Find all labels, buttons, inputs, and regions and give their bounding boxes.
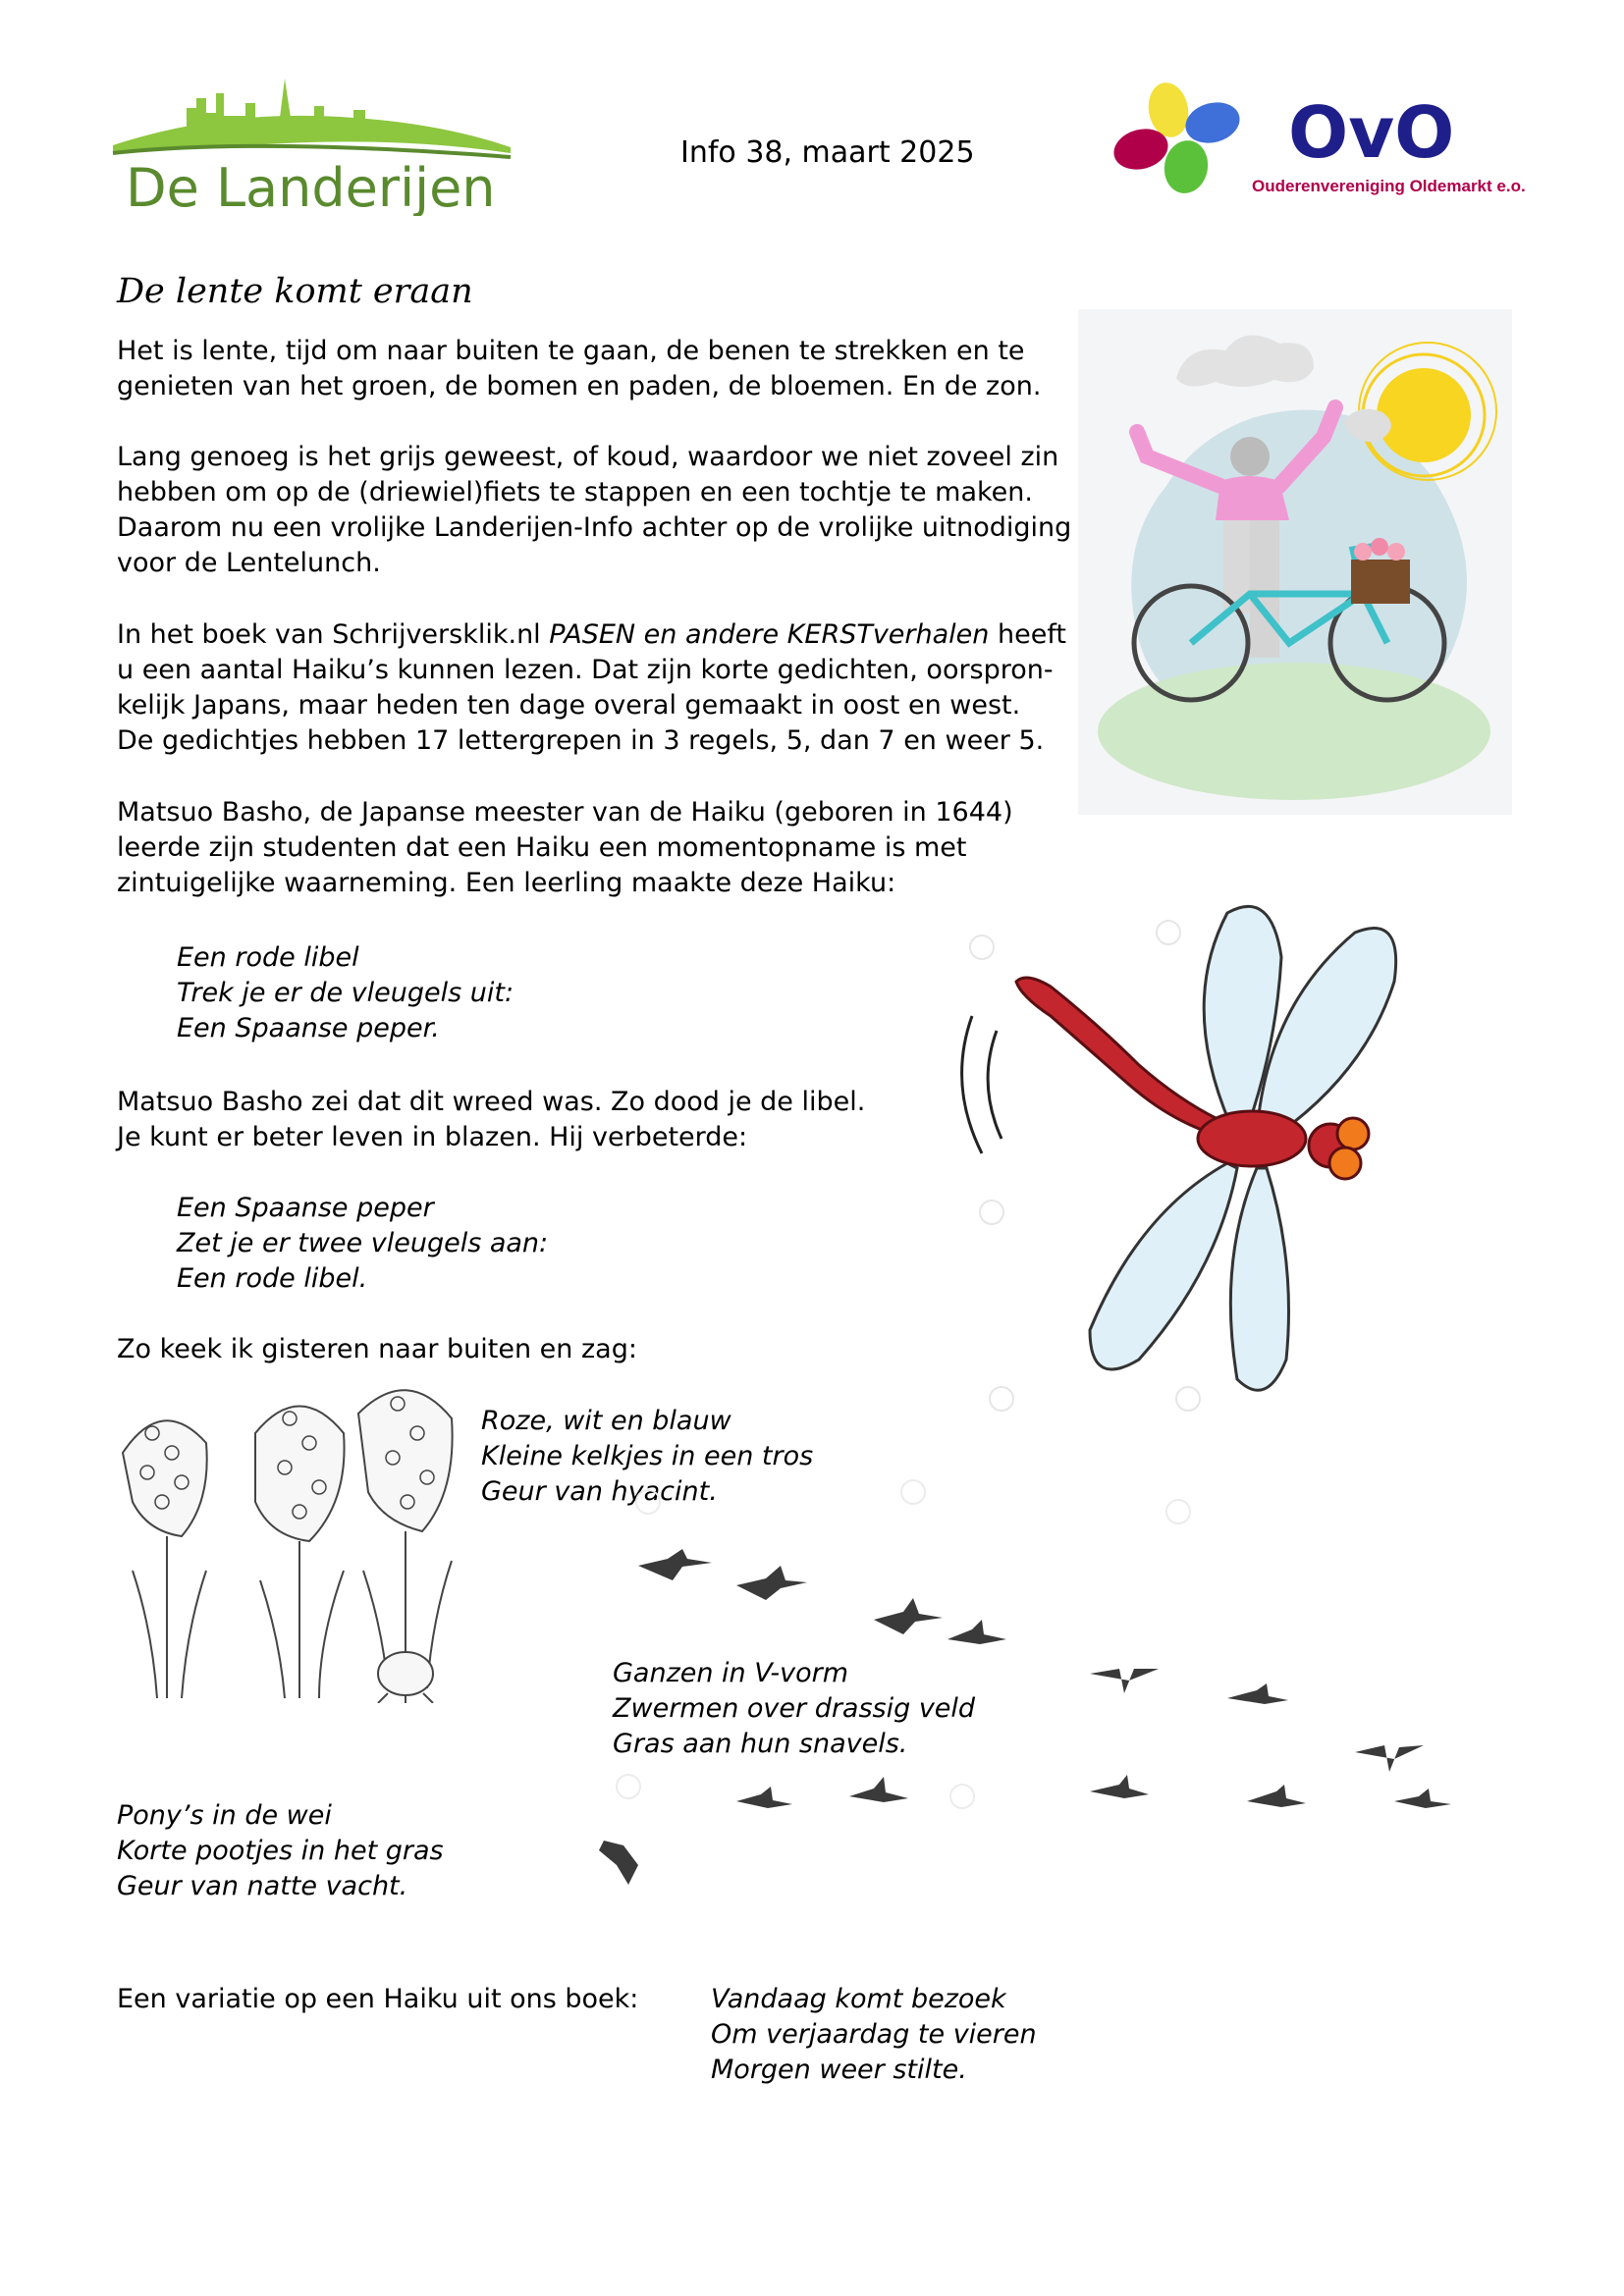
paragraph-line: Zo keek ik gisteren naar buiten en zag: — [117, 1334, 637, 1364]
text-run: In het boek van Schrijversklik.nl — [117, 619, 550, 650]
haiku-bezoek — [711, 1982, 1037, 2088]
text-run: heeft — [989, 619, 1066, 650]
paragraph-7 — [117, 1982, 638, 2017]
paragraph-line — [117, 617, 1066, 653]
paragraph-line: Een variatie op een Haiku uit ons boek: — [117, 1984, 639, 2014]
paragraph-line: Je kunt er beter leven in blazen. Hij verbeterde: — [117, 1122, 748, 1152]
info-issue: Info 38, maart 2025 — [680, 135, 975, 170]
haiku-line: Een Spaanse peper — [177, 1193, 434, 1223]
paragraph-5 — [117, 1085, 865, 1155]
paragraph-line: voor de Lentelunch. — [117, 548, 381, 578]
haiku-line: Geur van natte vacht. — [117, 1871, 408, 1901]
haiku-line: Zwermen over drassig veld — [613, 1693, 976, 1724]
paragraph-line: Lang genoeg is het grijs geweest, of koud, waardoor we niet zoveel zin — [117, 442, 1059, 472]
haiku-line: Geur van hyacint. — [481, 1476, 718, 1507]
haiku-line: Een rode libel — [177, 942, 359, 973]
paragraph-1 — [117, 334, 1041, 404]
haiku-line: Zet je er twee vleugels aan: — [177, 1228, 549, 1258]
paragraph-6 — [117, 1332, 637, 1367]
landerijen-skyline-icon — [108, 69, 520, 216]
paragraph-3 — [117, 617, 1066, 759]
dragonfly-illustration — [943, 888, 1492, 1418]
haiku-line: Pony’s in de wei — [117, 1800, 332, 1831]
haiku-line: Om verjaardag te vieren — [711, 2019, 1037, 2050]
geese-illustration — [589, 1472, 1492, 1914]
ovo-flower-icon — [1110, 79, 1542, 206]
paragraph-line: Het is lente, tijd om naar buiten te gaan, de benen te strekken en te — [117, 336, 1025, 366]
haiku-line: Kleine kelkjes in een tros — [481, 1441, 814, 1471]
ovo-logo — [1110, 79, 1542, 206]
haiku-line: Gras aan hun snavels. — [613, 1729, 908, 1759]
haiku-libel-2 — [177, 1191, 548, 1297]
haiku-line: Ganzen in V-vorm — [613, 1658, 849, 1688]
landerijen-logo — [108, 69, 520, 216]
ovo-subtitle: Ouderenvereniging Oldemarkt e.o. — [1252, 177, 1526, 195]
haiku-line: Morgen weer stilte. — [711, 2055, 967, 2085]
ovo-title: OvO — [1288, 91, 1455, 174]
haiku-pony — [117, 1798, 444, 1904]
paragraph-line: hebben om op de (driewiel)fiets te stappen en een tochtje te maken. — [117, 477, 1033, 507]
bicycle-illustration — [1078, 309, 1512, 815]
paragraph-line: zintuigelijke waarneming. Een leerling maakte deze Haiku: — [117, 868, 896, 898]
paragraph-line: u een aantal Haiku’s kunnen lezen. Dat zijn korte gedichten, oorspron- — [117, 655, 1054, 685]
paragraph-line: De gedichtjes hebben 17 lettergrepen in 3 regels, 5, dan 7 en weer 5. — [117, 725, 1045, 756]
article-title: De lente komt eraan — [117, 272, 473, 311]
paragraph-4 — [117, 795, 1013, 901]
haiku-line: Een rode libel. — [177, 1263, 368, 1294]
hyacinth-drawing — [113, 1374, 471, 1703]
paragraph-line: Matsuo Basho zei dat dit wreed was. Zo dood je de libel. — [117, 1087, 866, 1117]
haiku-line: Korte pootjes in het gras — [117, 1836, 444, 1866]
paragraph-line: leerde zijn studenten dat een Haiku een momentopname is met — [117, 832, 967, 863]
haiku-line: Vandaag komt bezoek — [711, 1984, 1006, 2014]
paragraph-line: genieten van het groen, de bomen en paden, de bloemen. En de zon. — [117, 371, 1042, 401]
landerijen-logo-text: De Landerijen — [126, 157, 496, 216]
paragraph-2 — [117, 440, 1071, 581]
paragraph-line: Daarom nu een vrolijke Landerijen-Info achter op de vrolijke uitnodiging — [117, 512, 1072, 543]
haiku-libel-1 — [177, 940, 514, 1046]
book-title: PASEN en andere KERSTverhalen — [549, 619, 990, 650]
haiku-line: Trek je er de vleugels uit: — [177, 978, 514, 1008]
haiku-line: Roze, wit en blauw — [481, 1406, 731, 1436]
haiku-line: Een Spaanse peper. — [177, 1013, 440, 1043]
paragraph-line: kelijk Japans, maar heden ten dage overal gemaakt in oost en west. — [117, 690, 1021, 721]
goose-flock — [599, 1549, 1451, 1885]
paragraph-line: Matsuo Basho, de Japanse meester van de Haiku (geboren in 1644) — [117, 797, 1013, 828]
